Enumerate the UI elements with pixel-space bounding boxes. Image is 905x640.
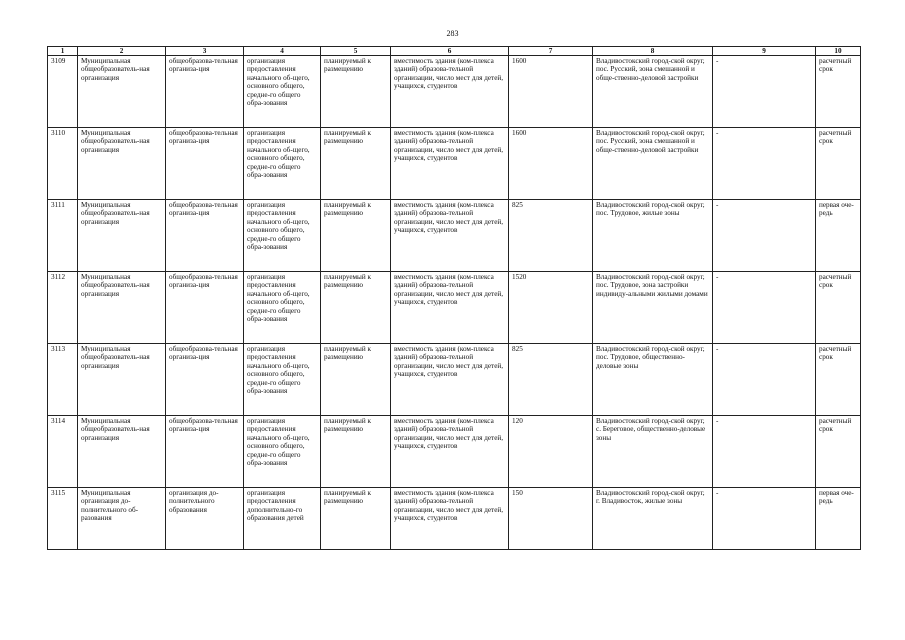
object-location: Владивостокский город-ской округ, пос. Трудовое, общественно-деловые зоны (593, 344, 713, 416)
table-row (48, 128, 861, 200)
object-parameter: вместимость здания (ком-плекса зданий) образова-тельной организации, число мест для детей, учащихся, студентов (391, 128, 509, 200)
object-name: Муниципальная общеобразователь-ная организация (78, 128, 166, 200)
header-cell: 2 (78, 47, 166, 56)
object-status: планируемый к размещению (321, 344, 391, 416)
object-status: планируемый к размещению (321, 416, 391, 488)
object-purpose: организация предоставления начального об-щего, основного общего, средне-го общего обра-зования (244, 56, 321, 128)
object-purpose: организация предоставления начального об-щего, основного общего, средне-го общего обра-зования (244, 200, 321, 272)
object-value: 150 (509, 488, 593, 550)
object-name: Муниципальная организация до-полнительного об-разования (78, 488, 166, 550)
object-parameter: вместимость здания (ком-плекса зданий) образова-тельной организации, число мест для детей, учащихся, студентов (391, 416, 509, 488)
object-type: организация до-полнительного образования (166, 488, 244, 550)
table-row (48, 344, 861, 416)
table-row (48, 56, 861, 128)
object-parameter: вместимость здания (ком-плекса зданий) образова-тельной организации, число мест для детей, учащихся, студентов (391, 344, 509, 416)
object-stage: расчетный срок (816, 272, 861, 344)
object-value: 1600 (509, 128, 593, 200)
object-status: планируемый к размещению (321, 56, 391, 128)
object-value: 825 (509, 200, 593, 272)
row-id: 3115 (48, 488, 78, 550)
object-purpose: организация предоставления дополнительно-го образования детей (244, 488, 321, 550)
object-location: Владивостокский город-ской округ, пос. Трудовое, зона застройки индивиду-альными жилыми домами (593, 272, 713, 344)
header-cell: 10 (816, 47, 861, 56)
page-number: 283 (446, 29, 459, 38)
header-row (48, 47, 861, 56)
object-parameter: вместимость здания (ком-плекса зданий) образова-тельной организации, число мест для детей, учащихся, студентов (391, 488, 509, 550)
object-type: общеобразова-тельная организа-ция (166, 272, 244, 344)
object-status: планируемый к размещению (321, 272, 391, 344)
object-zone: - (713, 344, 816, 416)
object-parameter: вместимость здания (ком-плекса зданий) образова-тельной организации, число мест для детей, учащихся, студентов (391, 200, 509, 272)
table-row (48, 200, 861, 272)
object-value: 120 (509, 416, 593, 488)
header-cell: 8 (593, 47, 713, 56)
object-stage: первая оче-редь (816, 488, 861, 550)
object-location: Владивостокский город-ской округ, с. Береговое, общественно-деловые зоны (593, 416, 713, 488)
object-purpose: организация предоставления начального об-щего, основного общего, средне-го общего обра-зования (244, 128, 321, 200)
object-type: общеобразова-тельная организа-ция (166, 128, 244, 200)
object-status: планируемый к размещению (321, 128, 391, 200)
header-cell: 1 (48, 47, 78, 56)
object-zone: - (713, 416, 816, 488)
object-purpose: организация предоставления начального об-щего, основного общего, средне-го общего обра-зования (244, 416, 321, 488)
object-name: Муниципальная общеобразователь-ная организация (78, 416, 166, 488)
object-status: планируемый к размещению (321, 488, 391, 550)
row-id: 3110 (48, 128, 78, 200)
table-row (48, 488, 861, 550)
object-location: Владивостокский город-ской округ, пос. Трудовое, жилые зоны (593, 200, 713, 272)
object-name: Муниципальная общеобразователь-ная организация (78, 272, 166, 344)
object-parameter: вместимость здания (ком-плекса зданий) образова-тельной организации, число мест для детей, учащихся, студентов (391, 272, 509, 344)
header-cell: 5 (321, 47, 391, 56)
object-stage: расчетный срок (816, 56, 861, 128)
row-id: 3113 (48, 344, 78, 416)
object-location: Владивостокский город-ской округ, пос. Русский, зона смешанной и обще-ственно-деловой застройки (593, 56, 713, 128)
table-row (48, 416, 861, 488)
object-type: общеобразова-тельная организа-ция (166, 56, 244, 128)
object-zone: - (713, 272, 816, 344)
header-cell: 7 (509, 47, 593, 56)
object-zone: - (713, 56, 816, 128)
object-value: 1520 (509, 272, 593, 344)
object-name: Муниципальная общеобразователь-ная организация (78, 56, 166, 128)
object-type: общеобразова-тельная организа-ция (166, 416, 244, 488)
object-location: Владивостокский город-ской округ, г. Владивосток, жилые зоны (593, 488, 713, 550)
object-name: Муниципальная общеобразователь-ная организация (78, 344, 166, 416)
object-value: 1600 (509, 56, 593, 128)
table-row (48, 272, 861, 344)
object-zone: - (713, 128, 816, 200)
row-id: 3109 (48, 56, 78, 128)
header-cell: 3 (166, 47, 244, 56)
object-location: Владивостокский город-ской округ, пос. Русский, зона смешанной и обще-ственно-деловой застройки (593, 128, 713, 200)
object-type: общеобразова-тельная организа-ция (166, 200, 244, 272)
object-zone: - (713, 200, 816, 272)
object-type: общеобразова-тельная организа-ция (166, 344, 244, 416)
object-status: планируемый к размещению (321, 200, 391, 272)
row-id: 3114 (48, 416, 78, 488)
objects-table (47, 46, 861, 550)
object-stage: расчетный срок (816, 128, 861, 200)
object-zone: - (713, 488, 816, 550)
header-cell: 4 (244, 47, 321, 56)
object-stage: расчетный срок (816, 416, 861, 488)
object-value: 825 (509, 344, 593, 416)
object-name: Муниципальная общеобразователь-ная организация (78, 200, 166, 272)
object-parameter: вместимость здания (ком-плекса зданий) образова-тельной организации, число мест для детей, учащихся, студентов (391, 56, 509, 128)
object-stage: первая оче-редь (816, 200, 861, 272)
header-cell: 9 (713, 47, 816, 56)
object-purpose: организация предоставления начального об-щего, основного общего, средне-го общего обра-зования (244, 272, 321, 344)
row-id: 3111 (48, 200, 78, 272)
header-cell: 6 (391, 47, 509, 56)
object-stage: расчетный срок (816, 344, 861, 416)
row-id: 3112 (48, 272, 78, 344)
object-purpose: организация предоставления начального об-щего, основного общего, средне-го общего обра-зования (244, 344, 321, 416)
